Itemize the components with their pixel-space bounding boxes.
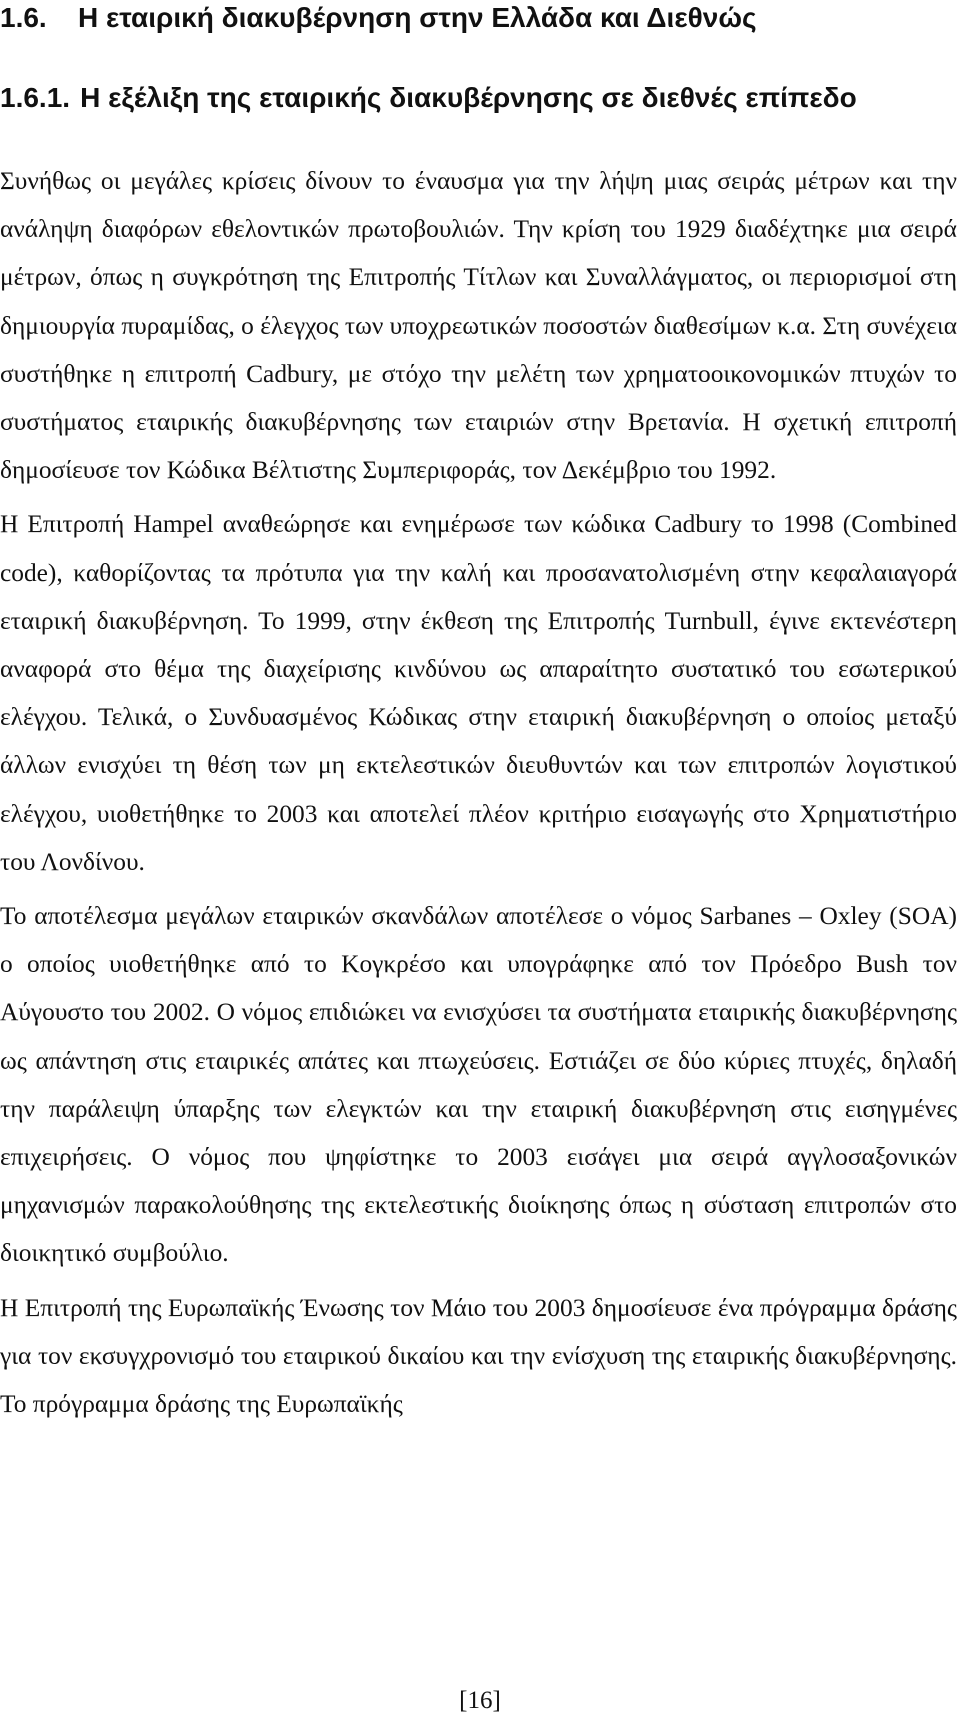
paragraph-eu-commission: Η Επιτροπή της Ευρωπαϊκής Ένωσης τον Μάιο του 2003 δημοσίευσε ένα πρόγραμμα δράσης για τον εκσυγχρονισμό του εταιρικού δικαίου και την ενίσχυση της εταιρικής διακυβέρνησης. Το πρόγραμμα δράσης της Ευρωπαϊκής: [0, 1293, 957, 1419]
subsection-heading: [0, 82, 857, 114]
section-heading: [0, 2, 757, 34]
subsection-title: Η εξέλιξη της εταιρικής διακυβέρνησης σε διεθνές επίπεδο: [80, 82, 857, 113]
paragraph-crises: Συνήθως οι μεγάλες κρίσεις δίνουν το έναυσμα για την λήψη μιας σειράς μέτρων και την ανάληψη διαφόρων εθελοντικών πρωτοβουλιών. Την κρίση του 1929 διαδέχτηκε μια σειρά μέτρων, όπως η συγκρότηση της Επιτροπής Τίτλων και Συναλλάγματος, οι περιορισμοί στη δημιουργία πυραμίδας, ο έλεγχος των υποχρεωτικών ποσοστών διαθεσίμων κ.α. Στη συνέχεια συστήθηκε η επιτροπή Cadbury, με στόχο την μελέτη των χρηματοοικονομικών πτυχών το συστήματος εταιρικής διακυβέρνησης των εταιριών στην Βρετανία. Η σχετική επιτροπή δημοσίευσε τον Κώδικα Βέλτιστης Συμπεριφοράς, τον Δεκέμβριο του 1992.: [0, 167, 957, 485]
paragraph-hampel: Η Επιτροπή Hampel αναθεώρησε και ενημέρωσε των κώδικα Cadbury το 1998 (Combined code), καθορίζοντας τα πρότυπα για την καλή και προσανατολισμένη στην κεφαλαιαγορά εταιρική διακυβέρνηση. Το 1999, στην έκθεση της Επιτροπής Turnbull, έγινε εκτενέστερη αναφορά στο θέμα της διαχείρισης κινδύνου ως απαραίτητο συστατικό του εσωτερικού ελέγχου. Τελικά, ο Συνδυασμένος Κώδικας στην εταιρική διακυβέρνηση ο οποίος μεταξύ άλλων ενισχύει τη θέση των μη εκτελεστικών διευθυντών και των επιτροπών λογιστικού ελέγχου, υιοθετήθηκε το 2003 και αποτελεί πλέον κριτήριο εισαγωγής στο Χρηματιστήριο του Λονδίνου.: [0, 510, 957, 876]
section-title: Η εταιρική διακυβέρνηση στην Ελλάδα και Διεθνώς: [78, 2, 757, 33]
page-number: [16]: [459, 1687, 501, 1714]
section-number: 1.6.: [0, 2, 47, 33]
subsection-number: 1.6.1.: [0, 82, 71, 113]
paragraph-sarbanes-oxley: Το αποτέλεσμα μεγάλων εταιρικών σκανδάλων αποτέλεσε ο νόμος Sarbanes – Oxley (SOA) ο οποίος υιοθετήθηκε από το Κογκρέσο και υπογράφηκε από τον Πρόεδρο Bush τον Αύγουστο του 2002. Ο νόμος επιδιώκει να ενισχύσει τα συστήματα εταιρικής διακυβέρνησης ως απάντηση στις εταιρικές απάτες και πτωχεύσεις. Εστιάζει σε δύο κύριες πτυχές, δηλαδή την παράλειψη ύπαρξης των ελεγκτών και την εταιρική διακυβέρνηση στις εισηγμένες επιχειρήσεις. Ο νόμος που ψηφίστηκε το 2003 εισάγει μια σειρά αγγλοσαξονικών μηχανισμών παρακολούθησης της εκτελεστικής διοίκησης όπως η σύσταση επιτροπών στο διοικητικό συμβούλιο.: [0, 902, 957, 1268]
body-text: [0, 157, 957, 1434]
